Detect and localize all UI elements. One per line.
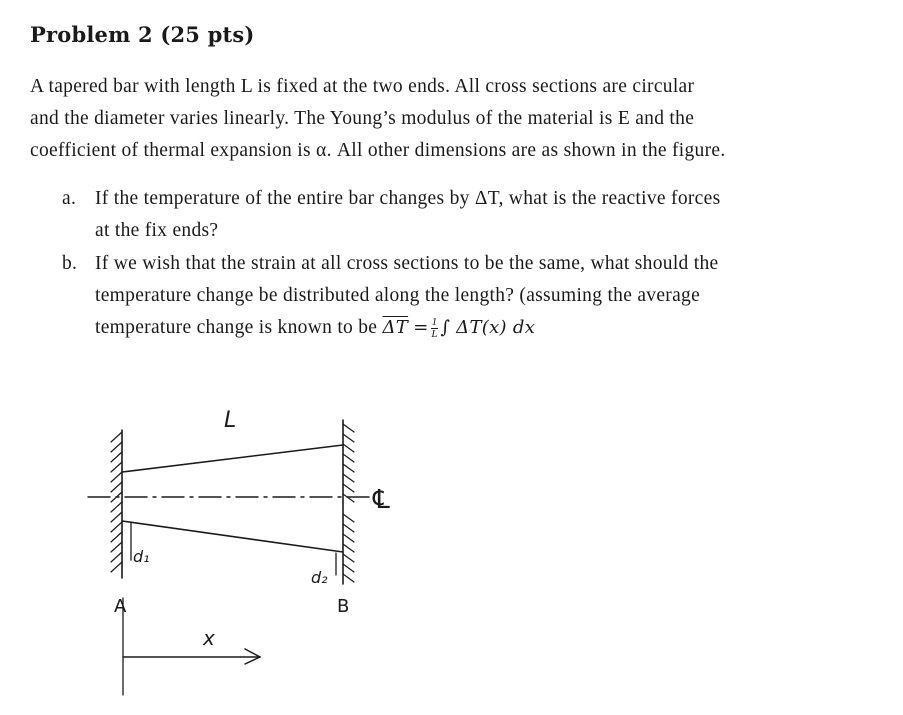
fraction-numerator: 1 bbox=[431, 316, 438, 329]
part-b-line-1: If we wish that the strain at all cross sections to be the same, what should the bbox=[95, 253, 719, 274]
right-wall-hatching bbox=[343, 424, 354, 582]
length-label: L bbox=[224, 408, 237, 433]
part-b-line-2: temperature change be distributed along the length? (assuming the average bbox=[95, 285, 701, 306]
problem-title: Problem 2 (25 pts) bbox=[30, 22, 255, 47]
part-b-marker: b. bbox=[62, 253, 78, 274]
bar-top-edge bbox=[122, 445, 343, 472]
part-a-line-2: at the fix ends? bbox=[95, 220, 219, 241]
integral-expression: ∫ ΔT(x) dx bbox=[440, 317, 536, 338]
point-b-label: B bbox=[337, 596, 350, 617]
bar-bottom-edge bbox=[122, 521, 343, 552]
part-b-line-3-text: temperature change is known to be bbox=[95, 317, 378, 338]
equals-sign: = bbox=[413, 317, 429, 338]
statement-line-2: and the diameter varies linearly. The Young’s modulus of the material is E and the bbox=[30, 108, 695, 129]
centerline-symbol: ℄ bbox=[373, 485, 390, 515]
left-wall-hatching bbox=[111, 432, 122, 572]
part-a-line-1: If the temperature of the entire bar changes by ΔT, what is the reactive forces bbox=[95, 188, 721, 209]
point-a-label: A bbox=[114, 596, 127, 617]
statement-line-1: A tapered bar with length L is fixed at the two ends. All cross sections are circular bbox=[30, 76, 695, 97]
part-a-marker: a. bbox=[62, 188, 77, 209]
d2-label: d₂ bbox=[311, 568, 328, 587]
average-temp-symbol: $\overline{\Delta T}$ bbox=[382, 317, 409, 338]
fraction-denominator: L bbox=[431, 328, 438, 341]
statement-line-3: coefficient of thermal expansion is α. All other dimensions are as shown in the figure. bbox=[30, 140, 726, 161]
d1-label: d₁ bbox=[133, 547, 150, 566]
x-label: x bbox=[203, 626, 215, 650]
